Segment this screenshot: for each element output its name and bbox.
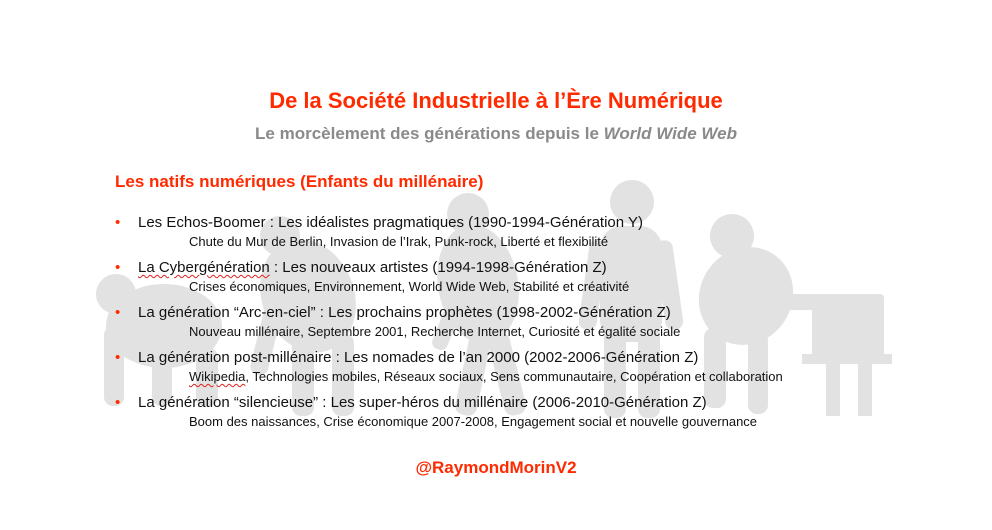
generation-name: La génération post-millénaire	[138, 349, 332, 366]
generation-description: : Les nouveaux artistes (1994-1998-Génération Z)	[269, 259, 607, 276]
generation-title	[138, 392, 707, 414]
bullet-icon: •	[115, 304, 121, 321]
bullet-icon: •	[115, 349, 121, 366]
generation-description: : Les prochains prophètes (1998-2002-Génération Z)	[315, 304, 671, 321]
generation-title	[138, 302, 671, 324]
generation-title	[138, 257, 607, 279]
generation-detail-rest: , Environnement, World Wide Web, Stabilité et créativité	[306, 279, 630, 294]
generation-description: : Les idéalistes pragmatiques (1990-1994-Génération Y)	[265, 214, 644, 231]
generation-name: La génération “Arc-en-ciel”	[138, 304, 316, 321]
generation-detail-lead: Nouveau millénaire	[189, 324, 301, 339]
subtitle-text: Le morcèlement des générations depuis le	[255, 124, 599, 143]
generation-detail-rest: , Crise économique 2007-2008, Engagement social et nouvelle gouvernance	[316, 414, 758, 429]
bullet-icon: •	[115, 214, 121, 231]
generation-item	[115, 257, 895, 302]
generation-detail-rest: , Technologies mobiles, Réseaux sociaux, Sens communautaire, Coopération et collaboration	[245, 369, 783, 384]
generation-description: : Les nomades de l’an 2000 (2002-2006-Génération Z)	[331, 349, 699, 366]
generation-name: La Cybergénération	[138, 259, 270, 276]
generation-detail-lead: Crises économiques	[189, 279, 307, 294]
generation-title	[138, 212, 643, 234]
subtitle-emphasis: World Wide Web	[603, 124, 737, 143]
generation-detail-rest: , Invasion de l’Irak, Punk-rock, Liberté et flexibilité	[322, 234, 609, 249]
generation-detail-lead: Chute du Mur de Berlin	[189, 234, 323, 249]
bullet-icon: •	[115, 394, 121, 411]
twitter-handle: @RaymondMorinV2	[415, 458, 577, 477]
generation-list	[115, 212, 895, 437]
generation-description: : Les super-héros du millénaire (2006-2010-Génération Z)	[318, 394, 707, 411]
slide-title: De la Société Industrielle à l’Ère Numérique	[269, 88, 723, 113]
generation-details	[189, 278, 629, 296]
generation-detail-rest: , Septembre 2001, Recherche Internet, Curiosité et égalité sociale	[300, 324, 681, 339]
bullet-icon: •	[115, 259, 121, 276]
generation-details	[189, 368, 783, 386]
generation-detail-lead: Wikipedia	[189, 369, 246, 384]
generation-details	[189, 413, 757, 431]
generation-item	[115, 302, 895, 347]
generation-title	[138, 347, 698, 369]
generation-details	[189, 323, 680, 341]
slide-subtitle	[0, 123, 992, 145]
generation-name: La génération “silencieuse”	[138, 394, 319, 411]
generation-detail-lead: Boom des naissances	[189, 414, 317, 429]
generation-name: Les Echos-Boomer	[138, 214, 266, 231]
generation-item	[115, 347, 895, 392]
generation-details	[189, 233, 608, 251]
generation-item	[115, 392, 895, 437]
section-heading: Les natifs numériques (Enfants du millénaire)	[115, 172, 484, 191]
generation-item	[115, 212, 895, 257]
